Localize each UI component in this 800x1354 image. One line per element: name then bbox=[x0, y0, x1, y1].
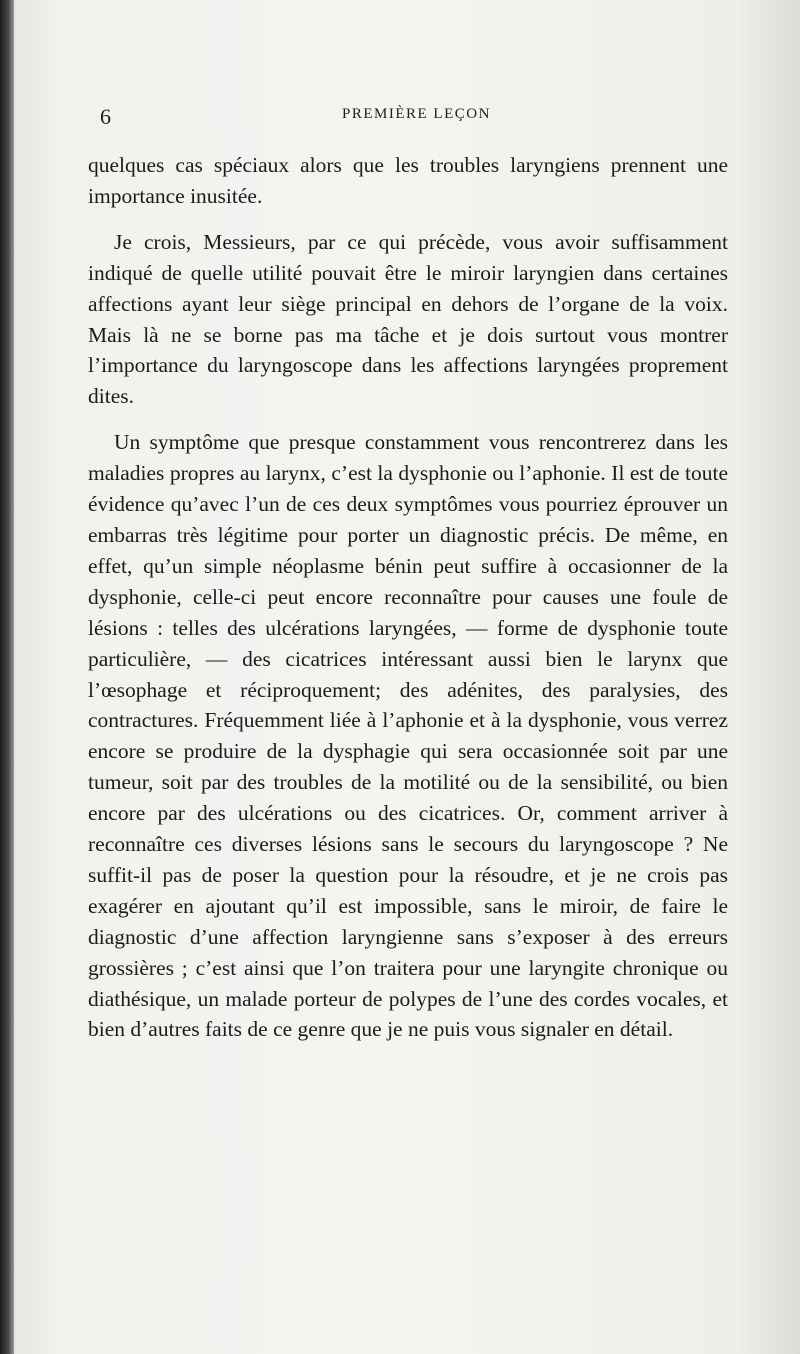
page-gutter-shadow bbox=[0, 0, 14, 1354]
paragraph-continuation: quelques cas spéciaux alors que les troubles laryngiens prennent une importance inusitée. bbox=[88, 153, 728, 208]
paragraph: Je crois, Messieurs, par ce qui précède, vous avoir suffisamment indiqué de quelle utilité pouvait être le miroir laryngien dans certaines affections ayant leur siège principal en dehors de l’organe de la voix. Mais là ne se borne pas ma tâche et je dois surtout vous montrer l’importance du laryngoscope dans les affections laryngées proprement dites. bbox=[88, 229, 728, 409]
body-text bbox=[88, 150, 728, 1045]
page-number: 6 bbox=[100, 104, 111, 129]
paragraph: Un symptôme que presque constamment vous rencontrerez dans les maladies propres au larynx, c’est la dysphonie ou l’aphonie. Il est de toute évidence qu’avec l’un de ces deux symptômes vous pourriez éprouver un embarras très légitime pour porter un diagnostic précis. De même, en effet, qu’un simple néoplasme bénin peut suffire à occasionner de la dysphonie, celle-ci peut encore reconnaître pour causes une foule de lésions : telles des ulcérations laryngées, — forme de dysphonie toute particulière, — des cicatrices intéressant aussi bien le larynx que l’œsophage et réciproquement; des adénites, des paralysies, des contractures. Fréquemment liée à l’aphonie et à la dysphonie, vous verrez encore se produire de la dysphagie qui sera occasionnée soit par une tumeur, soit par des troubles de la motilité ou de la sensibilité, ou bien encore par des ulcérations ou des cicatrices. Or, comment arriver à reconnaître ces diverses lésions sans le secours du laryngoscope ? Ne suffit-il pas de poser la question pour la résoudre, et je ne crois pas exagérer en ajoutant qu’il est impossible, sans le miroir, de faire le diagnostic d’une affection laryngienne sans s’exposer à des erreurs grossières ; c’est ainsi que l’on traitera pour une laryngite chronique ou diathésique, un malade porteur de polypes de l’une des cordes vocales, et bien d’autres faits de ce genre que je ne puis vous signaler en détail. bbox=[88, 430, 728, 1042]
page-header bbox=[100, 104, 740, 130]
running-head: PREMIÈRE LEÇON bbox=[342, 106, 491, 122]
